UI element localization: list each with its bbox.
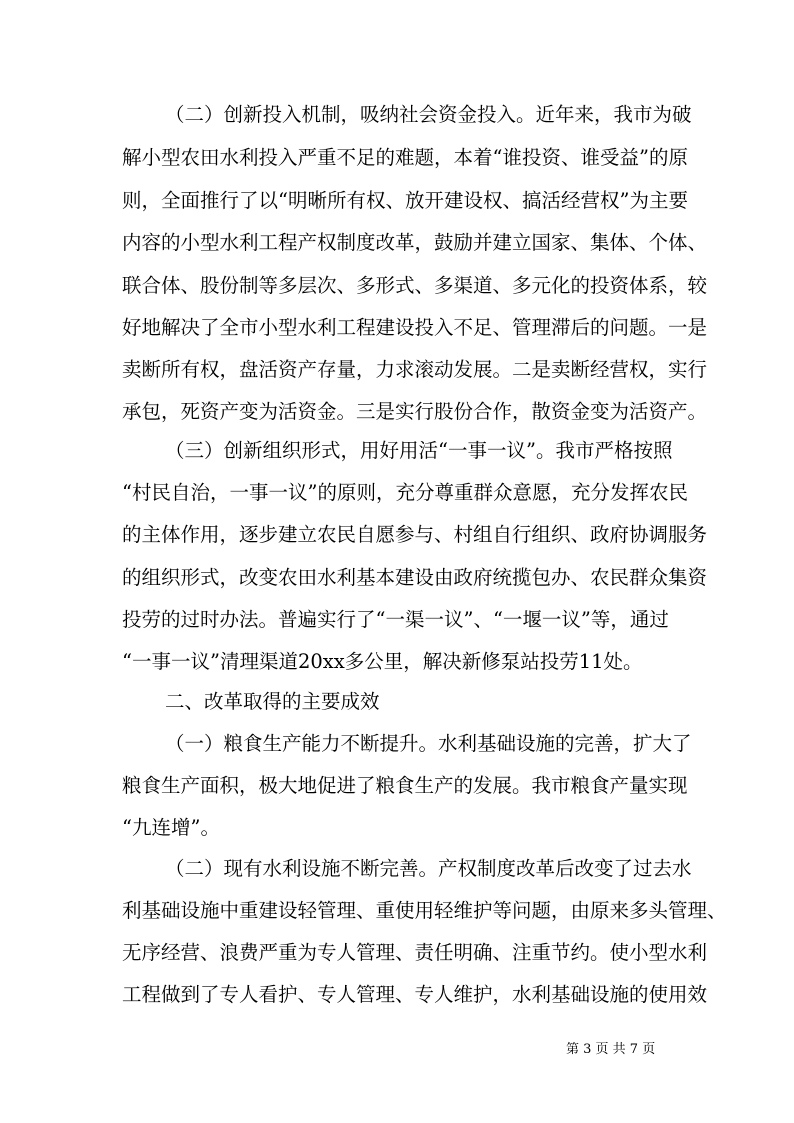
- paragraph-line: 内容的小型水利工程产权制度改革，鼓励并建立国家、集体、个体、: [122, 231, 708, 254]
- paragraph-line: 联合体、股份制等多层次、多形式、多渠道、多元化的投资体系，较: [122, 274, 708, 297]
- paragraph-line: “村民自治，一事一议”的原则，充分尊重群众意愿，充分发挥农民: [122, 481, 688, 504]
- paragraph-line: “一事一议”清理渠道20xx多公里，解决新修泵站投劳11处。: [122, 650, 643, 673]
- paragraph-line: “九连增”。: [122, 816, 220, 839]
- paragraph-line: 则，全面推行了以“明晰所有权、放开建设权、搞活经营权”为主要: [122, 189, 688, 212]
- section-heading: 二、改革取得的主要成效: [165, 690, 380, 713]
- paragraph-line: （一）粮食生产能力不断提升。水利基础设施的完善，扩大了: [165, 732, 692, 755]
- paragraph-line: （三）创新组织形式，用好用活“一事一议”。我市严格按照: [165, 439, 673, 462]
- page-number: 第 3 页 共 7 页: [566, 1042, 656, 1057]
- paragraph-line: 解小型农田水利投入严重不足的难题，本着“谁投资、谁受益”的原: [122, 146, 688, 169]
- paragraph-line: （二）现有水利设施不断完善。产权制度改革后改变了过去水: [165, 857, 692, 880]
- paragraph-line: 的主体作用，逐步建立农民自愿参与、村组自行组织、政府协调服务: [122, 523, 708, 546]
- paragraph-line: 投劳的过时办法。普遍实行了“一渠一议”、“一堰一议”等，通过: [122, 608, 669, 631]
- paragraph-line: 无序经营、浪费严重为专人管理、责任明确、注重节约。使小型水利: [122, 941, 708, 964]
- paragraph-line: 粮食生产面积，极大地促进了粮食生产的发展。我市粮食产量实现: [122, 774, 688, 797]
- paragraph-line: 工程做到了专人看护、专人管理、专人维护，水利基础设施的使用效: [122, 983, 708, 1006]
- paragraph-line: 利基础设施中重建设轻管理、重使用轻维护等问题，由原来多头管理、: [122, 899, 727, 922]
- paragraph-line: 好地解决了全市小型水利工程建设投入不足、管理滞后的问题。一是: [122, 316, 708, 339]
- paragraph-line: 承包，死资产变为活资金。三是实行股份合作，散资金变为活资产。: [122, 400, 708, 423]
- paragraph-line: （二）创新投入机制，吸纳社会资金投入。近年来，我市为破: [165, 103, 692, 126]
- paragraph-line: 的组织形式，改变农田水利基本建设由政府统揽包办、农民群众集资: [122, 566, 708, 589]
- paragraph-line: 卖断所有权，盘活资产存量，力求滚动发展。二是卖断经营权，实行: [122, 358, 708, 381]
